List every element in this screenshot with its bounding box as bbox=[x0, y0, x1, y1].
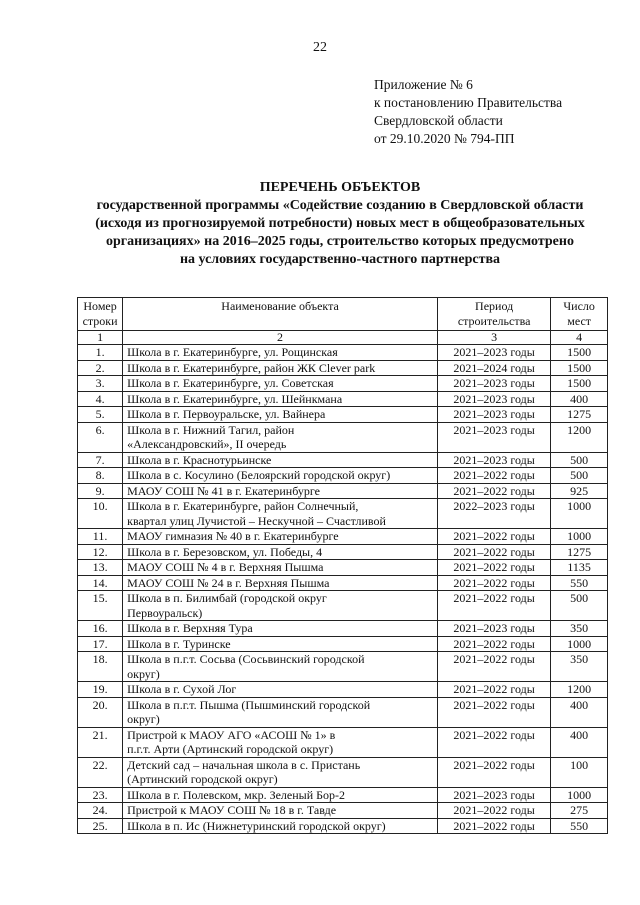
construction-period: 2021–2022 годы bbox=[437, 757, 550, 787]
row-number: 23. bbox=[78, 787, 123, 803]
table-row bbox=[78, 727, 608, 757]
header-object-name: Наименование объекта bbox=[123, 298, 438, 331]
object-name-line: Первоуральск) bbox=[127, 605, 203, 620]
object-name-line: МАОУ СОШ № 24 в г. Верхняя Пышма bbox=[127, 575, 330, 590]
construction-period: 2021–2022 годы bbox=[437, 544, 550, 560]
title-line: ПЕРЕЧЕНЬ ОБЪЕКТОВ bbox=[259, 180, 421, 195]
row-number: 7. bbox=[78, 452, 123, 468]
table-row bbox=[78, 422, 608, 452]
seat-count: 350 bbox=[551, 621, 608, 637]
object-name-line: Школа в г. Березовском, ул. Победы, 4 bbox=[127, 544, 323, 559]
header-period: Период строительства bbox=[437, 298, 550, 331]
construction-period: 2021–2022 годы bbox=[437, 483, 550, 499]
table-row bbox=[78, 560, 608, 576]
column-index: 3 bbox=[437, 331, 550, 345]
seat-count: 500 bbox=[551, 591, 608, 621]
table-row bbox=[78, 360, 608, 376]
row-number: 9. bbox=[78, 483, 123, 499]
row-number: 17. bbox=[78, 636, 123, 652]
seat-count: 400 bbox=[551, 697, 608, 727]
object-name bbox=[123, 652, 438, 682]
construction-period: 2021–2023 годы bbox=[437, 422, 550, 452]
object-name-line: Школа в г. Краснотурьинске bbox=[127, 452, 272, 467]
table-row bbox=[78, 468, 608, 484]
row-number: 18. bbox=[78, 652, 123, 682]
object-name bbox=[123, 345, 438, 361]
document-title bbox=[60, 179, 620, 269]
column-index: 1 bbox=[78, 331, 123, 345]
row-number: 15. bbox=[78, 591, 123, 621]
table-row bbox=[78, 818, 608, 834]
object-name-line: Школа в п.г.т. Пышма (Пышминский городской bbox=[127, 697, 371, 712]
construction-period: 2021–2022 годы bbox=[437, 636, 550, 652]
construction-period: 2021–2023 годы bbox=[437, 376, 550, 392]
object-name-line: МАОУ гимназия № 40 в г. Екатеринбурге bbox=[127, 529, 339, 543]
object-name-line: (Артинский городской округ) bbox=[127, 772, 278, 786]
object-name bbox=[123, 483, 438, 499]
construction-period: 2021–2022 годы bbox=[437, 575, 550, 591]
object-name-line: Школа в г. Екатеринбурге, ул. Советская bbox=[127, 376, 334, 390]
object-name bbox=[123, 376, 438, 392]
table-row bbox=[78, 391, 608, 407]
object-name bbox=[123, 468, 438, 484]
table-row bbox=[78, 787, 608, 803]
row-number: 19. bbox=[78, 682, 123, 698]
title-line: организациях» на 2016–2025 годы, строительство которых предусмотрено bbox=[106, 234, 574, 249]
table-row bbox=[78, 591, 608, 621]
row-number: 25. bbox=[78, 818, 123, 834]
seat-count: 400 bbox=[551, 391, 608, 407]
object-name-line: Школа в г. Екатеринбурге, ул. Шейнкмана bbox=[127, 391, 343, 406]
seat-count: 350 bbox=[551, 652, 608, 682]
object-name-line: п.г.т. Арти (Артинский городской округ) bbox=[127, 742, 334, 756]
construction-period: 2021–2024 годы bbox=[437, 360, 550, 376]
object-name bbox=[123, 360, 438, 376]
object-name-line: Детский сад – начальная школа в с. Пристань bbox=[127, 757, 361, 772]
object-name-line: Пристрой к МАОУ СОШ № 18 в г. Тавде bbox=[127, 803, 337, 817]
object-name-line: «Александровский», II очередь bbox=[127, 437, 287, 451]
object-name-line: Школа в г. Нижний Тагил, район bbox=[127, 422, 295, 437]
table-header-row bbox=[78, 298, 608, 331]
object-name bbox=[123, 787, 438, 803]
object-name bbox=[123, 391, 438, 407]
header-number: Номер строки bbox=[78, 298, 123, 331]
object-name-line: Школа в г. Первоуральске, ул. Вайнера bbox=[127, 407, 326, 421]
table-row bbox=[78, 376, 608, 392]
object-name-line: Школа в г. Верхняя Тура bbox=[127, 621, 253, 635]
seat-count: 550 bbox=[551, 818, 608, 834]
object-name bbox=[123, 803, 438, 819]
row-number: 5. bbox=[78, 407, 123, 423]
row-number: 6. bbox=[78, 422, 123, 452]
construction-period: 2021–2022 годы bbox=[437, 727, 550, 757]
row-number: 24. bbox=[78, 803, 123, 819]
object-name bbox=[123, 682, 438, 698]
object-name-line: Школа в п.г.т. Сосьва (Сосьвинский городской bbox=[127, 652, 365, 666]
construction-period: 2021–2022 годы bbox=[437, 697, 550, 727]
page-number: 22 bbox=[313, 40, 327, 55]
title-line: на условиях государственно-частного партнерства bbox=[179, 252, 501, 267]
object-name-line: Школа в с. Косулино (Белоярский городской округ) bbox=[127, 468, 391, 482]
object-name bbox=[123, 575, 438, 591]
object-name-line: Пристрой к МАОУ АГО «АСОШ № 1» в bbox=[127, 727, 336, 742]
object-name-line: Школа в г. Екатеринбурге, район ЖК Clever park bbox=[127, 360, 376, 375]
object-name bbox=[123, 560, 438, 576]
row-number: 2. bbox=[78, 360, 123, 376]
seat-count: 925 bbox=[551, 483, 608, 499]
object-name bbox=[123, 407, 438, 423]
table-row bbox=[78, 345, 608, 361]
object-name-line: Школа в г. Екатеринбурге, ул. Рощинская bbox=[127, 345, 338, 359]
table-row bbox=[78, 483, 608, 499]
seat-count: 1500 bbox=[551, 360, 608, 376]
object-name bbox=[123, 452, 438, 468]
appendix-line: Приложение № 6 bbox=[374, 77, 473, 92]
seat-count: 275 bbox=[551, 803, 608, 819]
construction-period: 2021–2022 годы bbox=[437, 652, 550, 682]
table-row bbox=[78, 499, 608, 529]
row-number: 16. bbox=[78, 621, 123, 637]
construction-period: 2021–2023 годы bbox=[437, 452, 550, 468]
construction-period: 2021–2022 годы bbox=[437, 591, 550, 621]
object-name-line: Школа в г. Туринске bbox=[127, 636, 231, 651]
object-name-line: Школа в г. Сухой Лог bbox=[127, 682, 237, 696]
seat-count: 1275 bbox=[551, 544, 608, 560]
construction-period: 2021–2023 годы bbox=[437, 787, 550, 803]
seat-count: 400 bbox=[551, 727, 608, 757]
object-name bbox=[123, 697, 438, 727]
row-number: 22. bbox=[78, 757, 123, 787]
table-row bbox=[78, 636, 608, 652]
object-name bbox=[123, 422, 438, 452]
construction-period: 2021–2022 годы bbox=[437, 682, 550, 698]
table-row bbox=[78, 803, 608, 819]
seat-count: 1500 bbox=[551, 345, 608, 361]
appendix-note bbox=[374, 76, 562, 148]
construction-period: 2021–2022 годы bbox=[437, 560, 550, 576]
seat-count: 1135 bbox=[551, 560, 608, 576]
appendix-line: Свердловской области bbox=[374, 113, 503, 128]
row-number: 10. bbox=[78, 499, 123, 529]
construction-period: 2021–2022 годы bbox=[437, 803, 550, 819]
row-number: 3. bbox=[78, 376, 123, 392]
object-name-line: Школа в п. Ис (Нижнетуринский городской округ) bbox=[127, 818, 386, 833]
table-row bbox=[78, 697, 608, 727]
column-index: 2 bbox=[123, 331, 438, 345]
construction-period: 2021–2022 годы bbox=[437, 468, 550, 484]
row-number: 12. bbox=[78, 544, 123, 560]
row-number: 4. bbox=[78, 391, 123, 407]
object-name-line: Школа в г. Екатеринбурге, район Солнечный, bbox=[127, 499, 359, 513]
object-name-line: квартал улиц Лучистой – Нескучной – Счастливой bbox=[127, 513, 386, 528]
object-name-line: МАОУ СОШ № 41 в г. Екатеринбурге bbox=[127, 483, 320, 498]
construction-period: 2021–2023 годы bbox=[437, 407, 550, 423]
row-number: 8. bbox=[78, 468, 123, 484]
seat-count: 1500 bbox=[551, 376, 608, 392]
table-row bbox=[78, 757, 608, 787]
row-number: 14. bbox=[78, 575, 123, 591]
seat-count: 1000 bbox=[551, 787, 608, 803]
table-row bbox=[78, 452, 608, 468]
objects-table bbox=[77, 297, 608, 834]
table-row bbox=[78, 407, 608, 423]
title-line: (исходя из прогнозируемой потребности) новых мест в общеобразовательных bbox=[95, 216, 585, 231]
header-seats: Число мест bbox=[551, 298, 608, 331]
seat-count: 1000 bbox=[551, 529, 608, 545]
seat-count: 1200 bbox=[551, 422, 608, 452]
object-name bbox=[123, 818, 438, 834]
object-name-line: Школа в п. Билимбай (городской округ bbox=[127, 591, 327, 605]
table-row bbox=[78, 682, 608, 698]
table-row bbox=[78, 544, 608, 560]
table-row bbox=[78, 652, 608, 682]
object-name bbox=[123, 499, 438, 529]
construction-period: 2021–2022 годы bbox=[437, 818, 550, 834]
object-name-line: Школа в г. Полевском, мкр. Зеленый Бор-2 bbox=[127, 787, 346, 802]
seat-count: 550 bbox=[551, 575, 608, 591]
title-line: государственной программы «Содействие созданию в Свердловской области bbox=[96, 198, 584, 213]
object-name-line: округ) bbox=[127, 712, 160, 726]
seat-count: 1000 bbox=[551, 636, 608, 652]
construction-period: 2021–2022 годы bbox=[437, 529, 550, 545]
row-number: 11. bbox=[78, 529, 123, 545]
object-name bbox=[123, 621, 438, 637]
appendix-line: от 29.10.2020 № 794-ПП bbox=[374, 131, 515, 146]
row-number: 13. bbox=[78, 560, 123, 576]
construction-period: 2021–2023 годы bbox=[437, 621, 550, 637]
construction-period: 2021–2023 годы bbox=[437, 345, 550, 361]
row-number: 20. bbox=[78, 697, 123, 727]
object-name bbox=[123, 591, 438, 621]
object-name bbox=[123, 529, 438, 545]
seat-count: 1000 bbox=[551, 499, 608, 529]
seat-count: 500 bbox=[551, 468, 608, 484]
seat-count: 1275 bbox=[551, 407, 608, 423]
object-name-line: округ) bbox=[127, 666, 160, 681]
object-name bbox=[123, 544, 438, 560]
construction-period: 2022–2023 годы bbox=[437, 499, 550, 529]
appendix-line: к постановлению Правительства bbox=[374, 95, 563, 110]
table-row bbox=[78, 621, 608, 637]
construction-period: 2021–2023 годы bbox=[437, 391, 550, 407]
object-name bbox=[123, 636, 438, 652]
column-index: 4 bbox=[551, 331, 608, 345]
object-name-line: МАОУ СОШ № 4 в г. Верхняя Пышма bbox=[127, 560, 324, 574]
row-number: 1. bbox=[78, 345, 123, 361]
object-name bbox=[123, 757, 438, 787]
table-row bbox=[78, 529, 608, 545]
object-name bbox=[123, 727, 438, 757]
table-row bbox=[78, 575, 608, 591]
seat-count: 100 bbox=[551, 757, 608, 787]
column-index-row bbox=[78, 331, 608, 345]
seat-count: 500 bbox=[551, 452, 608, 468]
seat-count: 1200 bbox=[551, 682, 608, 698]
row-number: 21. bbox=[78, 727, 123, 757]
